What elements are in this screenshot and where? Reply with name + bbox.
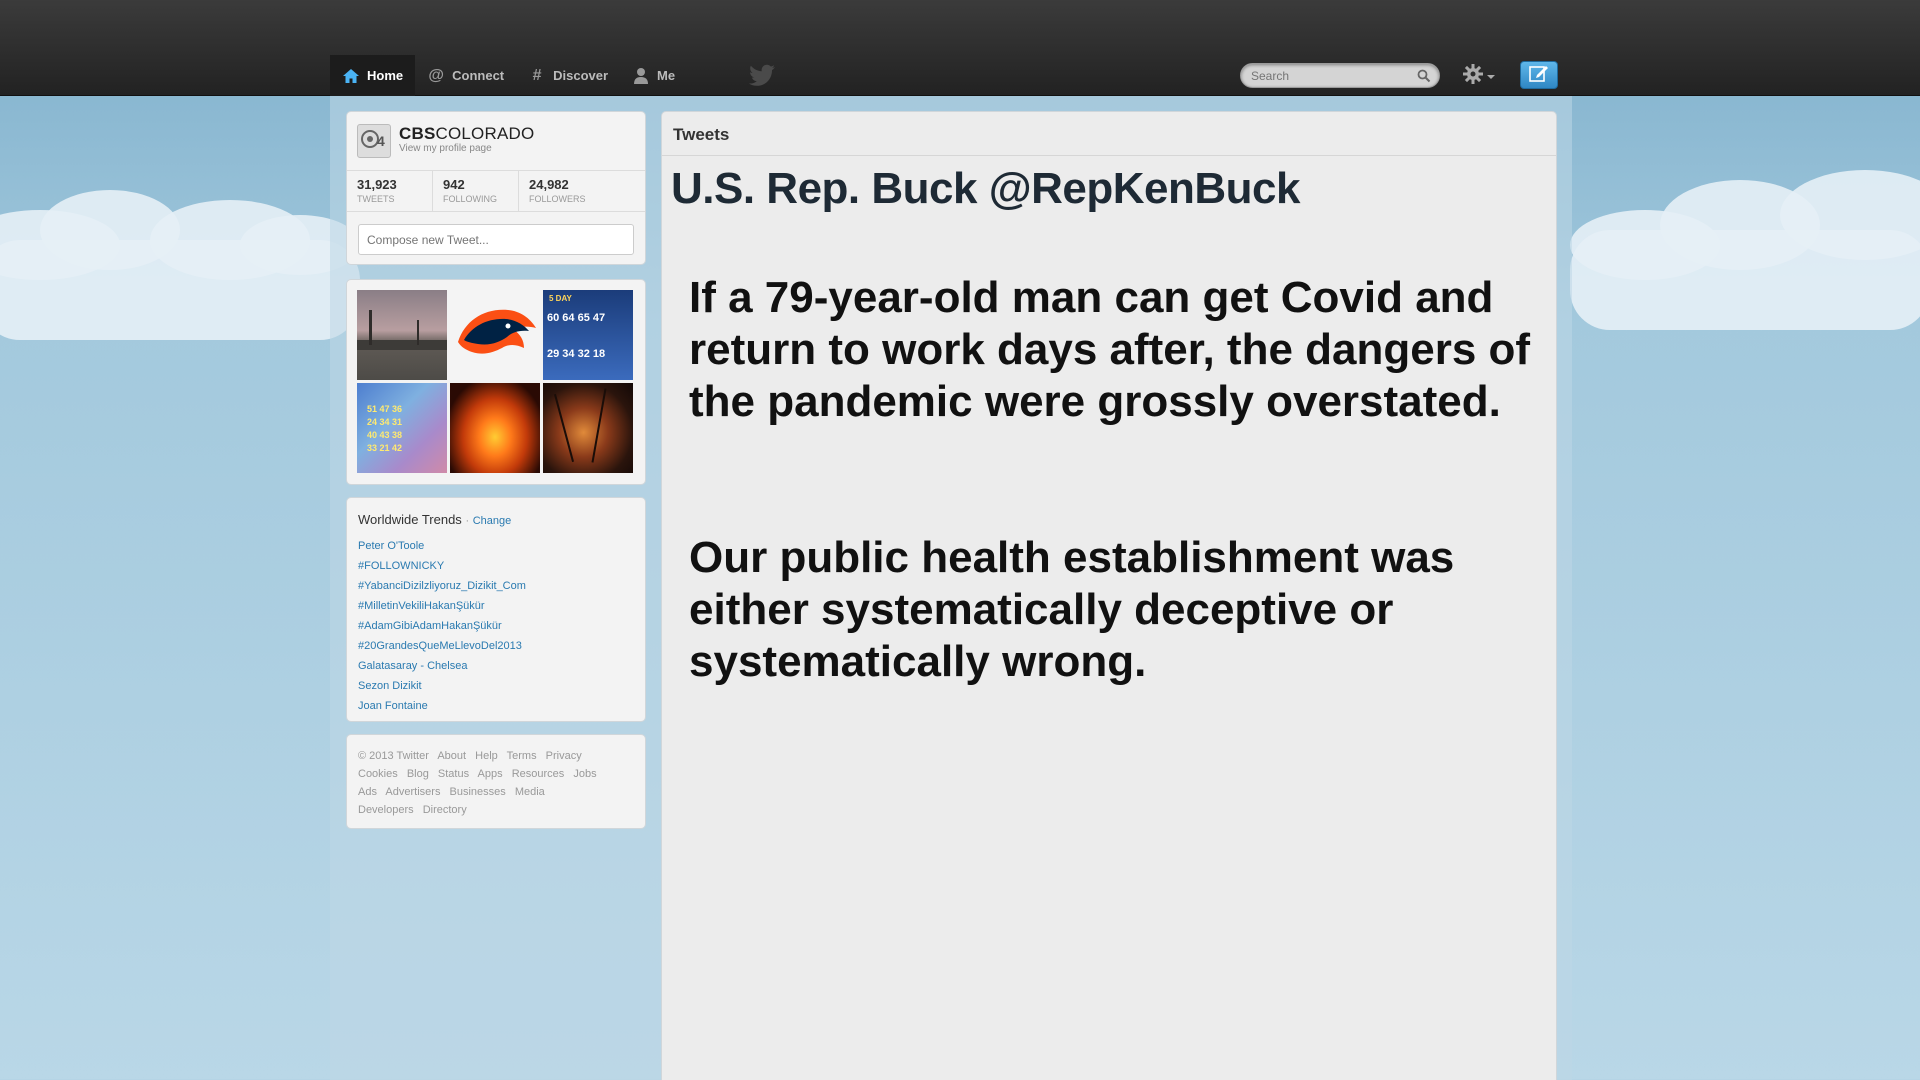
compose-tweet-input[interactable] xyxy=(358,224,634,255)
fire-thumbnail[interactable] xyxy=(450,383,540,473)
trends-change-link[interactable]: Change xyxy=(472,515,512,527)
settings-menu[interactable] xyxy=(1462,63,1498,89)
footer-link[interactable]: Status xyxy=(437,768,470,780)
footer-link[interactable]: Privacy xyxy=(545,750,582,762)
search-input[interactable] xyxy=(1241,64,1411,87)
stat-tweets-label: TWEETS xyxy=(357,194,395,204)
stat-following-value: 942 xyxy=(443,177,465,192)
footer-link[interactable]: Help xyxy=(475,750,498,762)
footer-link[interactable]: Ads xyxy=(358,786,377,798)
at-icon: @ xyxy=(428,66,444,84)
profile-name[interactable] xyxy=(399,124,534,144)
footer-links-card xyxy=(346,734,646,829)
footer-link[interactable]: Apps xyxy=(477,768,503,780)
main-nav xyxy=(330,55,687,96)
hash-icon: # xyxy=(532,66,542,84)
fire-night-thumbnail[interactable] xyxy=(543,383,633,473)
compose-tweet-button[interactable] xyxy=(1520,61,1558,89)
trend-list xyxy=(358,536,526,716)
tweet-quote-2: Our public health establishment was either systematically deceptive or systematically wrong. xyxy=(689,533,1455,686)
forecast-thumbnail[interactable]: 5 DAY 60 64 65 47 29 34 32 18 xyxy=(543,290,633,380)
trend-item[interactable]: Galatasaray - Chelsea xyxy=(358,660,468,672)
footer-links xyxy=(358,747,638,819)
nav-me-label: Me xyxy=(657,68,676,83)
photo-grid xyxy=(357,290,633,473)
nav-me[interactable] xyxy=(620,55,687,96)
trend-item[interactable]: #20GrandesQueMeLlevoDel2013 xyxy=(358,640,522,652)
footer-copyright: © 2013 Twitter xyxy=(358,750,429,762)
twitter-bird-icon[interactable] xyxy=(748,64,776,86)
footer-link[interactable]: Directory xyxy=(422,804,467,816)
footer-link[interactable]: Cookies xyxy=(358,768,398,780)
stat-followers-label: FOLLOWERS xyxy=(529,194,586,204)
nav-home-label: Home xyxy=(367,68,404,83)
trend-item[interactable]: Peter O'Toole xyxy=(358,540,425,552)
footer-link[interactable]: Media xyxy=(514,786,545,798)
footer-link[interactable]: Jobs xyxy=(573,768,597,780)
footer-link[interactable]: About xyxy=(437,750,467,762)
search-box[interactable] xyxy=(1240,63,1440,88)
view-profile-link[interactable]: View my profile page xyxy=(399,143,492,154)
nav-connect[interactable] xyxy=(415,55,516,96)
profile-name-rest: COLORADO xyxy=(435,124,535,143)
footer-link[interactable]: Resources xyxy=(511,768,565,780)
stat-tweets[interactable] xyxy=(347,171,433,211)
chevron-down-icon xyxy=(1487,67,1495,85)
tweet-author-headline: U.S. Rep. Buck @RepKenBuck xyxy=(671,164,1300,213)
trends-title-text: Worldwide Trends xyxy=(358,512,462,527)
footer-link[interactable]: Advertisers xyxy=(385,786,441,798)
trend-item[interactable]: #MilletinVekiliHakanŞükür xyxy=(358,600,485,612)
tweet-quote-1: If a 79-year-old man can get Covid and return to work days after, the dangers of the pandemic were grossly overstated. xyxy=(689,273,1531,426)
search-icon[interactable] xyxy=(1417,69,1431,83)
tweets-panel xyxy=(661,111,1557,1080)
stat-followers[interactable] xyxy=(519,171,596,211)
stat-tweets-value: 31,923 xyxy=(357,177,397,192)
avatar[interactable] xyxy=(357,124,391,158)
nav-connect-label: Connect xyxy=(452,68,505,83)
photo-thumbnail[interactable] xyxy=(357,290,447,380)
trends-separator: · xyxy=(465,515,470,527)
media-gallery-card xyxy=(346,279,646,485)
footer-link[interactable]: Developers xyxy=(358,804,414,816)
broncos-logo-thumbnail[interactable] xyxy=(450,290,540,380)
footer-link[interactable]: Terms xyxy=(506,750,537,762)
stat-following[interactable] xyxy=(433,171,519,211)
person-icon xyxy=(632,67,650,85)
nav-discover-label: Discover xyxy=(553,68,609,83)
worldwide-trends-card xyxy=(346,497,646,722)
trend-item[interactable]: #FOLLOWNICKY xyxy=(358,560,445,572)
profile-name-bold: CBS xyxy=(399,124,436,143)
trends-title xyxy=(358,512,511,527)
nav-home[interactable] xyxy=(330,55,415,96)
profile-stats xyxy=(347,170,645,212)
home-icon xyxy=(342,67,360,85)
footer-link[interactable]: Businesses xyxy=(449,786,506,798)
top-navigation-bar xyxy=(0,0,1920,96)
stat-following-label: FOLLOWING xyxy=(443,194,498,204)
trend-item[interactable]: #AdamGibiAdamHakanŞükür xyxy=(358,620,502,632)
nav-discover[interactable] xyxy=(516,55,620,96)
profile-card xyxy=(346,111,646,265)
weather-map-thumbnail[interactable]: 51 47 36 24 34 31 40 43 38 33 21 42 xyxy=(357,383,447,473)
stat-followers-value: 24,982 xyxy=(529,177,569,192)
compose-icon xyxy=(1529,64,1549,87)
trend-item[interactable]: Joan Fontaine xyxy=(358,700,428,712)
svg-text:4: 4 xyxy=(377,133,385,149)
footer-link[interactable]: Blog xyxy=(406,768,429,780)
trend-item[interactable]: Sezon Dizikit xyxy=(358,680,422,692)
gear-icon xyxy=(1462,63,1484,90)
tweets-header: Tweets xyxy=(662,112,1556,156)
trend-item[interactable]: #YabanciDizilzliyoruz_Dizikit_Com xyxy=(358,580,526,592)
